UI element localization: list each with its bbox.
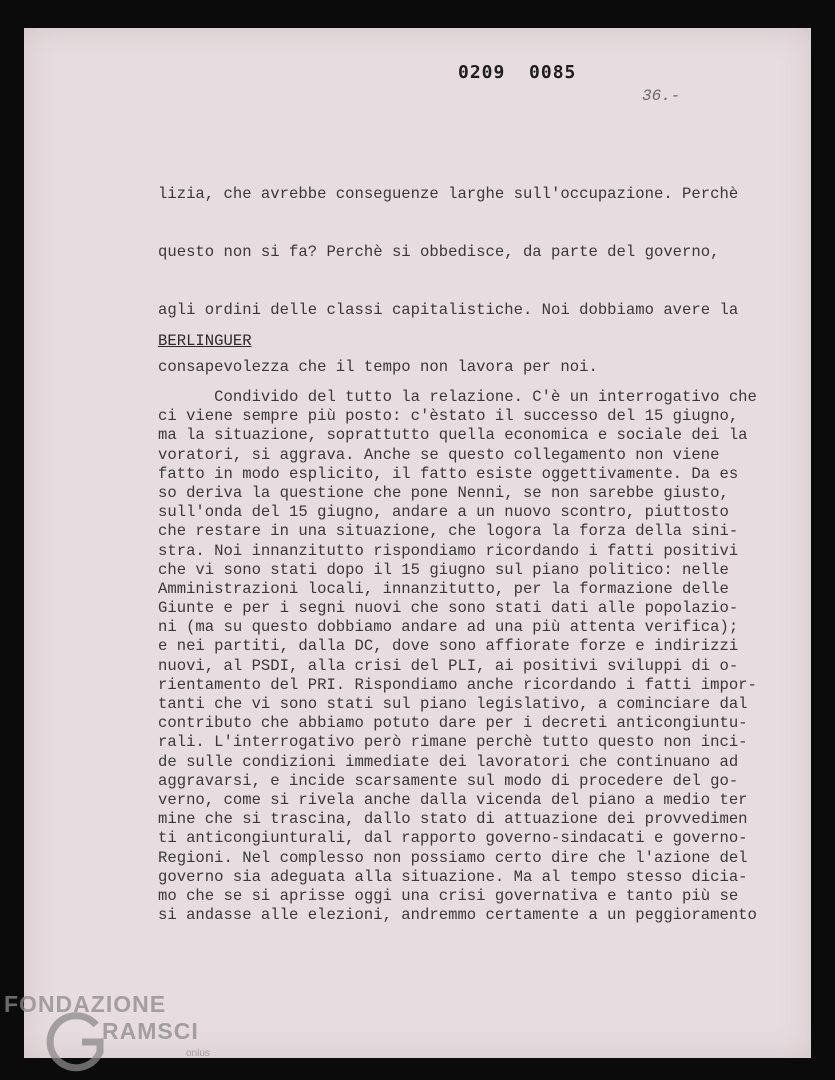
speech-line: tanti che vi sono stati sul piano legislativo, a cominciare dal [158,695,748,713]
speech-line: ti anticongiunturali, dal rapporto governo-sindacati e governo- [158,829,748,848]
intro-line: questo non si fa? Perchè si obbedisce, da parte del governo, [158,243,720,262]
speech-line: Condivido del tutto la relazione. C'è un interrogativo che [158,388,757,406]
speech-line: Amministrazioni locali, innanzitutto, per la formazione delle [158,579,729,598]
watermark-line2: RAMSCI [102,1018,199,1044]
speech-line: che restare in una situazione, che logora la forza della sini- [158,522,739,541]
speech-line: rientamento del PRI. Rispondiamo anche ricordando i fatti impor- [158,675,757,694]
intro-line: lizia, che avrebbe conseguenze larghe sull'occupazione. Perchè [158,185,739,204]
speech-line: ni (ma su questo dobbiamo andare ad una più attenta verifica); [158,618,739,637]
archive-stamp-number: 0209 0085 [458,62,577,83]
speech-line: verno, come si rivela anche dalla vicenda del piano a medio ter [158,790,748,809]
speech-line: de sulle condizioni immediate dei lavoratori che continuano ad [158,752,739,771]
speech-line: ci viene sempre più posto: c'èstato il successo del 15 giugno, [158,407,739,426]
intro-line: agli ordini delle classi capitalistiche. Noi dobbiamo avere la [158,300,739,319]
speech-line: so deriva la questione che pone Nenni, se non sarebbe giusto, [158,483,729,502]
speech-line: Regioni. Nel complesso non possiamo certo dire che l'azione del [158,848,748,867]
speech-line: che vi sono stati dopo il 15 giugno sul piano politico: nelle [158,560,729,579]
speech-line: rali. L'interrogativo però rimane perchè tutto questo non inci- [158,733,748,752]
speech-line: ma la situazione, soprattutto quella economica e sociale dei la [158,426,748,445]
speech-line: aggravarsi, e incide scarsamente sul modo di procedere del go- [158,771,739,790]
speech-line: mo che se si aprisse oggi una crisi governativa e tanto più se [158,886,739,905]
speech-line: Giunte e per i segni nuovi che sono stati dati alle popolazio- [158,599,739,618]
speech-line: voratori, si aggrava. Anche se questo collegamento non viene [158,445,720,464]
intro-line: consapevolezza che il tempo non lavora per noi. [158,358,598,377]
speech-line: governo sia adeguata alla situazione. Ma al tempo stesso dicia- [158,867,748,886]
speech-line: e nei partiti, dalla DC, dove sono affiorate forze e indirizzi [158,637,739,656]
speech-line: nuovi, al PSDI, alla crisi del PLI, ai positivi sviluppi di o- [158,656,739,675]
speech-paragraph [158,388,757,925]
speech-line: mine che si trascina, dallo stato di attuazione dei provvedimen [158,810,748,829]
page-number: 36.- [642,87,681,105]
intro-paragraph [158,147,738,397]
speech-line: fatto in modo esplicito, il fatto esiste oggettivamente. Da es [158,464,739,483]
speech-line: si andasse alle elezioni, andremmo certamente a un peggioramento [158,906,757,925]
speech-line: sull'onda del 15 giugno, andare a un nuovo scontro, piuttosto [158,503,729,522]
watermark-suffix: onlus [186,1048,210,1059]
speech-line: contributo che abbiamo potuto dare per i decreti anticongiuntu- [158,714,748,733]
watermark-line1: FONDAZIONE [4,991,167,1017]
speaker-heading: BERLINGUER [158,332,252,350]
fondazione-gramsci-logo [4,990,234,1080]
speech-line: stra. Noi innanzitutto rispondiamo ricordando i fatti positivi [158,541,739,560]
gramsci-g-icon [50,1016,100,1068]
